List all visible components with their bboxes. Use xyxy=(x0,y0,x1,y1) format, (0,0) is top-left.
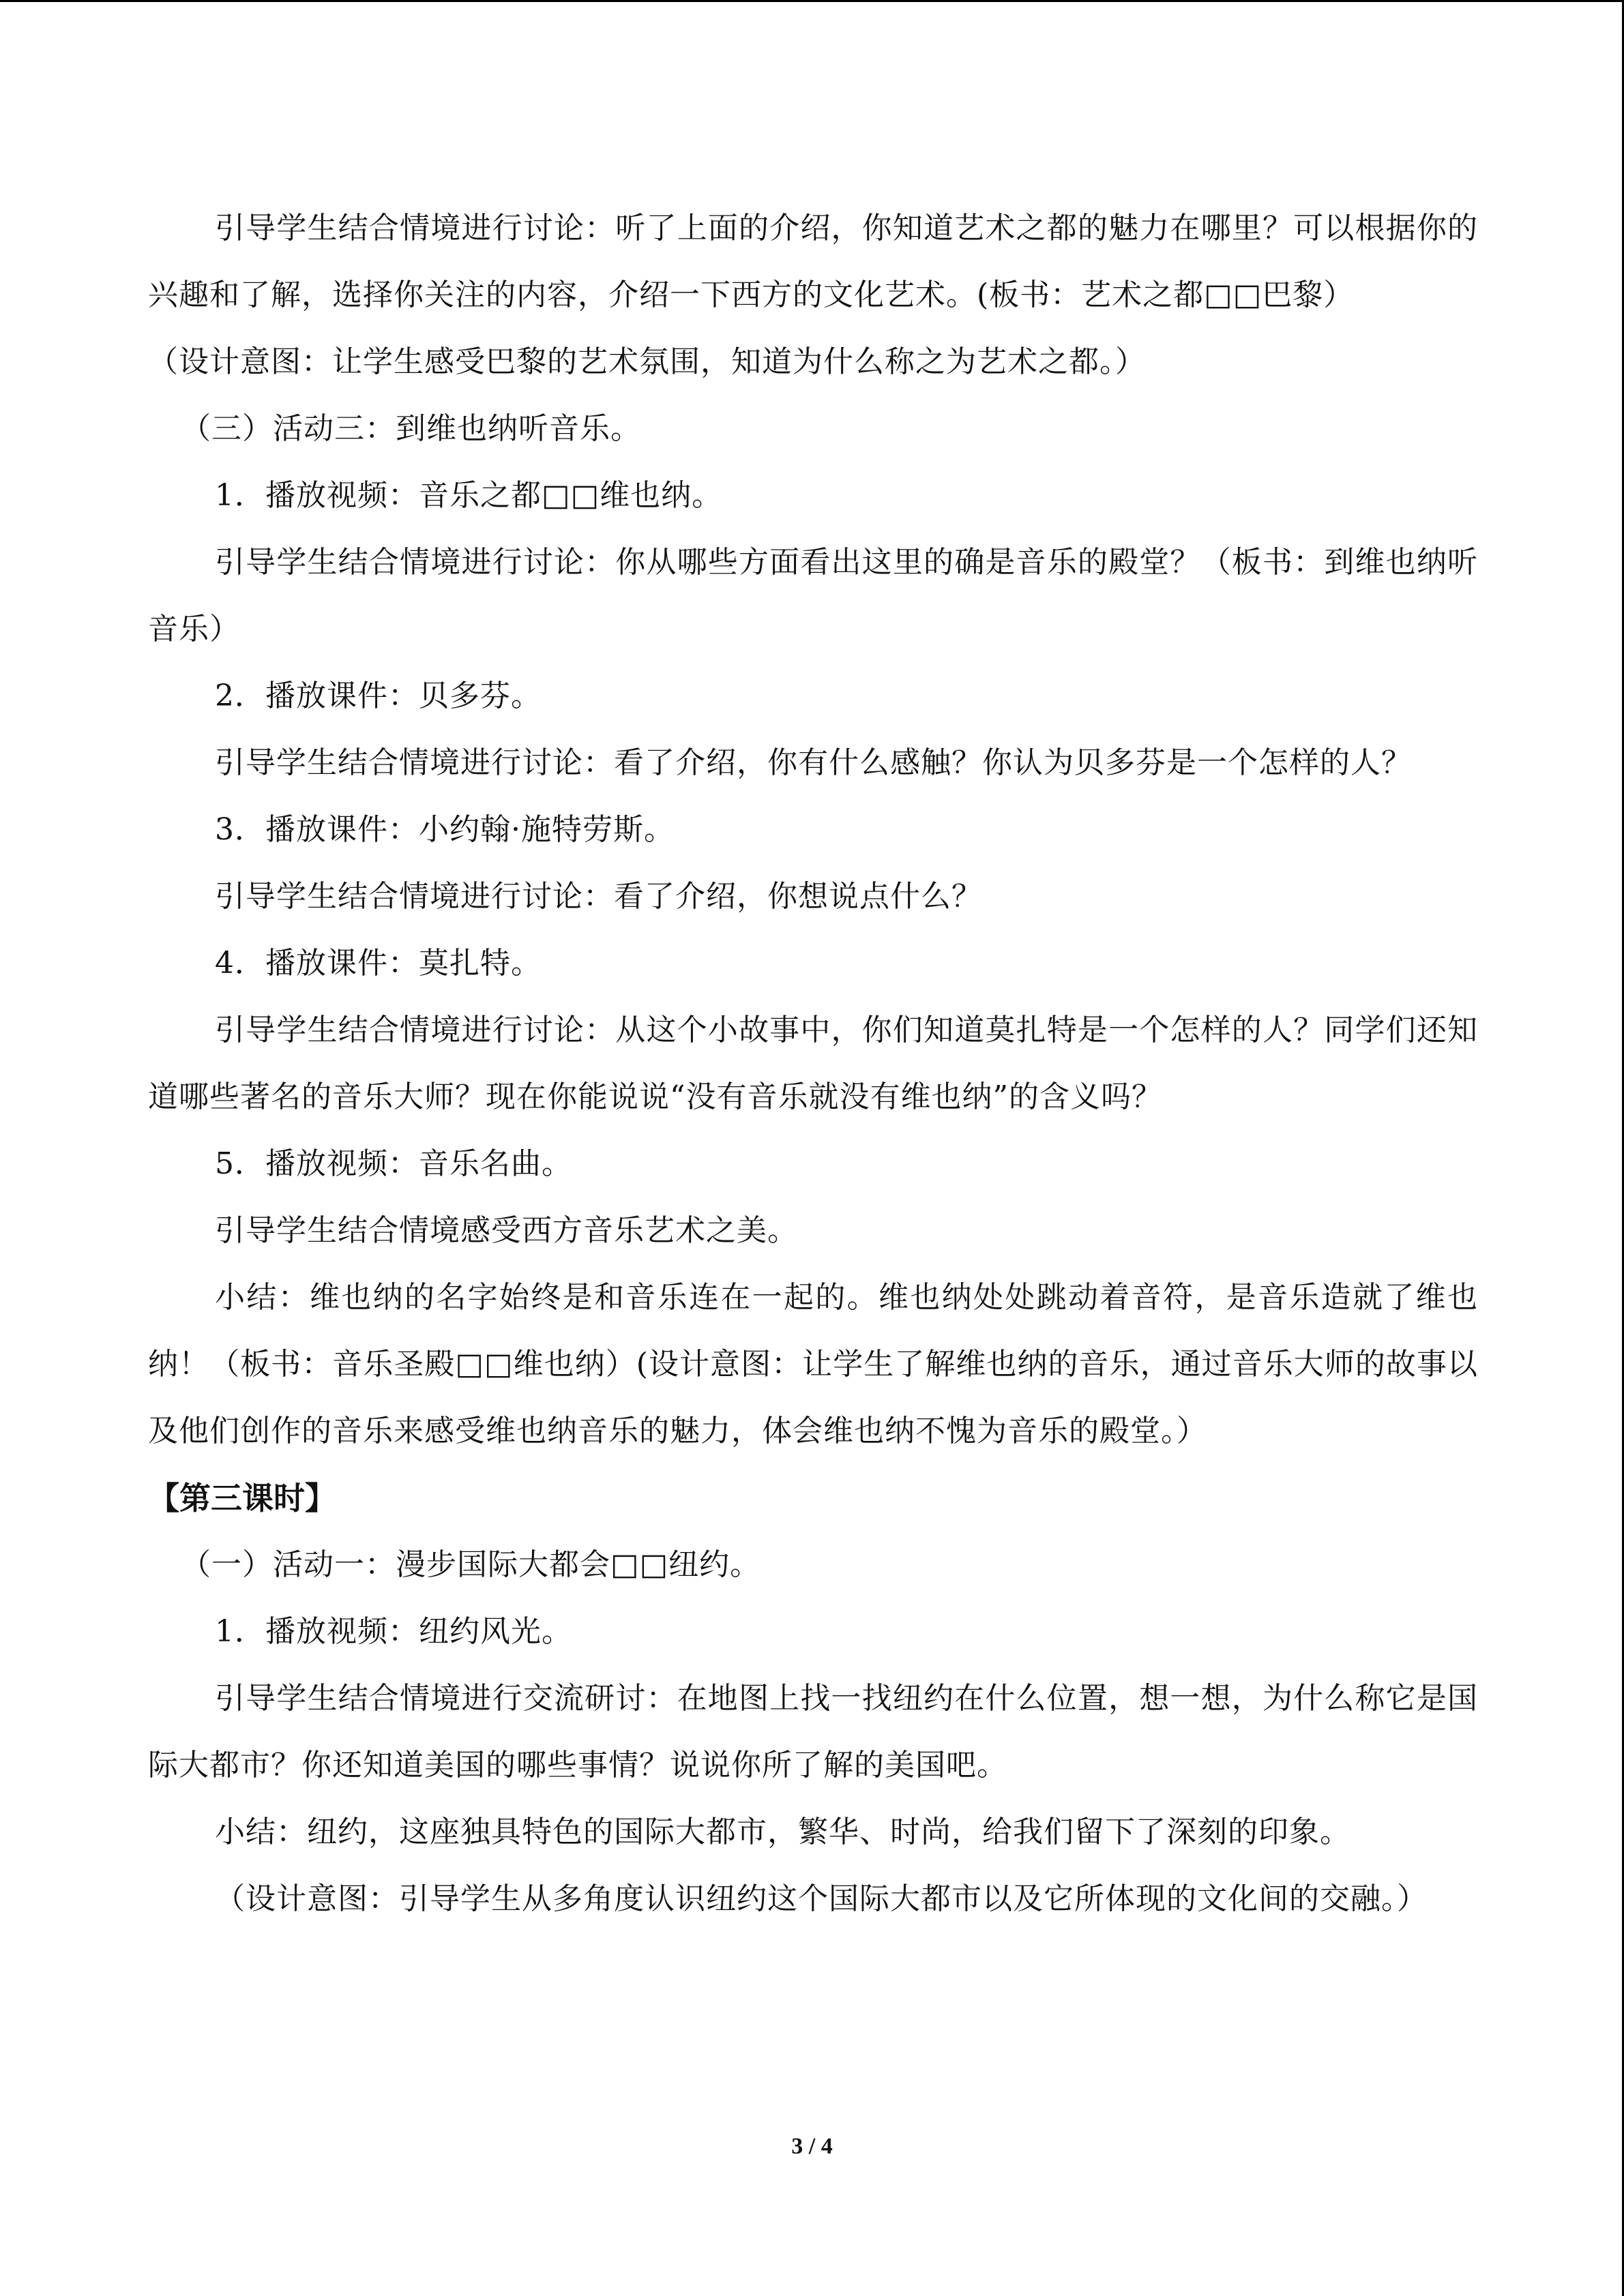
paragraph-step-1-video: 1．播放视频：音乐之都□□维也纳。 xyxy=(215,478,723,513)
paragraph-discussion-beethoven: 引导学生结合情境进行讨论：看了介绍，你有什么感触？你认为贝多芬是一个怎样的人？ xyxy=(215,745,1412,780)
paragraph-design-intent-paris: （设计意图：让学生感受巴黎的艺术氛围，知道为什么称之为艺术之都。） xyxy=(148,344,1146,379)
paragraph-summary-vienna: 小结：维也纳的名字始终是和音乐连在一起的。维也纳处处跳动着音符，是音乐造就了维也纳！（板书：音乐圣殿□□维也纳）(设计意图：让学生了解维也纳的音乐，通过音乐大师的故事以及他们创作的音乐来感受维也纳音乐的魅力，体会维也纳不愧为音乐的殿堂。） xyxy=(148,1280,1478,1448)
paragraph-discussion-strauss: 引导学生结合情境进行讨论：看了介绍，你想说点什么？ xyxy=(215,879,982,914)
paragraph-design-intent-newyork: （设计意图：引导学生从多角度认识纽约这个国际大都市以及它所体现的文化间的交融。） xyxy=(215,1881,1428,1916)
paragraph-discussion-vienna: 引导学生结合情境进行讨论：你从哪些方面看出这里的确是音乐的殿堂？（板书：到维也纳听音乐） xyxy=(148,545,1478,646)
paragraph-feel-music: 引导学生结合情境感受西方音乐艺术之美。 xyxy=(215,1213,798,1248)
paragraph-activity-three: （三）活动三：到维也纳听音乐。 xyxy=(181,411,641,446)
paragraph-activity-one-newyork: （一）活动一：漫步国际大都会□□纽约。 xyxy=(181,1547,761,1582)
paragraph-step-3-strauss: 3．播放课件：小约翰·施特劳斯。 xyxy=(215,812,675,847)
paragraph-discussion-newyork: 引导学生结合情境进行交流研讨：在地图上找一找纽约在什么位置，想一想，为什么称它是国际大都市？你还知道美国的哪些事情？说说你所了解的美国吧。 xyxy=(148,1681,1478,1783)
paragraph-step-2-beethoven: 2．播放课件：贝多芬。 xyxy=(215,679,542,713)
section-heading-third-lesson: 【第三课时】 xyxy=(148,1480,336,1517)
paragraph-discussion-paris: 引导学生结合情境进行讨论：听了上面的介绍，你知道艺术之都的魅力在哪里？可以根据你的兴趣和了解，选择你关注的内容，介绍一下西方的文化艺术。(板书：艺术之都□□巴黎） xyxy=(148,211,1478,312)
paragraph-summary-newyork: 小结：纽约，这座独具特色的国际大都市，繁华、时尚，给我们留下了深刻的印象。 xyxy=(215,1815,1350,1849)
top-border-rule xyxy=(0,0,1624,2)
page-number: 3 / 4 xyxy=(791,2134,833,2159)
paragraph-step-1-newyork-video: 1．播放视频：纽约风光。 xyxy=(215,1614,572,1649)
document-body xyxy=(148,195,1478,1933)
paragraph-discussion-mozart: 引导学生结合情境进行讨论：从这个小故事中，你们知道莫扎特是一个怎样的人？同学们还知道哪些著名的音乐大师？现在你能说说“没有音乐就没有维也纳”的含义吗？ xyxy=(148,1013,1478,1114)
paragraph-step-5-music: 5．播放视频：音乐名曲。 xyxy=(215,1146,572,1181)
paragraph-step-4-mozart: 4．播放课件：莫扎特。 xyxy=(215,946,542,981)
